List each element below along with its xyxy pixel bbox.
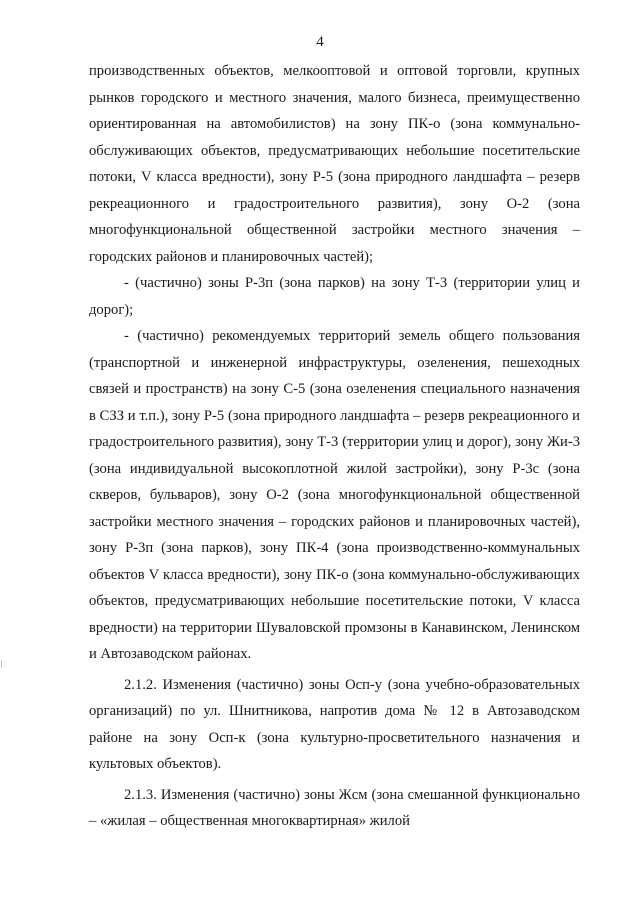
paragraph-list-item-public-lands: - (частично) рекомендуемых территорий земель общего пользования (транспортной и инженерной инфраструктуры, озеленения, пешеходных связей и пространств) на зону С-5 (зона озеленения специального назначения в СЗЗ и т.п.), зону Р-5 (зона природного ландшафта – резерв рекреационного и градостроительного развития), зону Т-3 (территории улиц и дорог), зону Жи-3 (зона индивидуальной высокоплотной жилой застройки), зону Р-3с (зона скверов, бульваров), зону О-2 (зона многофункциональной общественной застройки местного значения – городских районов и планировочных частей), зону Р-3п (зона парков), зону ПК-4 (зона производственно-коммунальных объектов V класса вредности), зону ПК-о (зона коммунально-обслуживающих объектов, предусматривающих небольшие посетительские потоки, V класса вредности) на территории Шуваловской промзоны в Канавинском, Ленинском и Автозаводском районах. bbox=[89, 328, 580, 662]
paragraph-section-2-1-2: 2.1.2. Изменения (частично) зоны Осп-у (зона учебно-образовательных организаций) по ул. Шнитникова, напротив дома № 12 в Автозаводском районе на зону Осп-к (зона культурно-просветительного назначения и культовых объектов). bbox=[89, 676, 580, 772]
paragraph-list-item-parks: - (частично) зоны Р-3п (зона парков) на зону Т-3 (территории улиц и дорог); bbox=[89, 275, 580, 318]
paragraph-continuation: производственных объектов, мелкооптовой и оптовой торговли, крупных рынков городского и местного значения, малого бизнеса, преимущественно ориентированная на автомобилистов) на зону ПК-о (зона коммунально-обслуживающих объектов, предусматривающих небольшие посетительские потоки, V класса вредности), зону Р-5 (зона природного ландшафта – резерв рекреационного и градостроительного развития), зону О-2 (зона многофункциональной общественной застройки местного значения – городских районов и планировочных частей); bbox=[89, 63, 580, 265]
document-body bbox=[89, 58, 580, 835]
paragraph-section-2-1-3: 2.1.3. Изменения (частично) зоны Жсм (зона смешанной функционально – «жилая – общественная многоквартирная» жилой bbox=[89, 786, 580, 829]
page-number: 4 bbox=[316, 34, 324, 50]
scan-artifact bbox=[1, 660, 2, 668]
